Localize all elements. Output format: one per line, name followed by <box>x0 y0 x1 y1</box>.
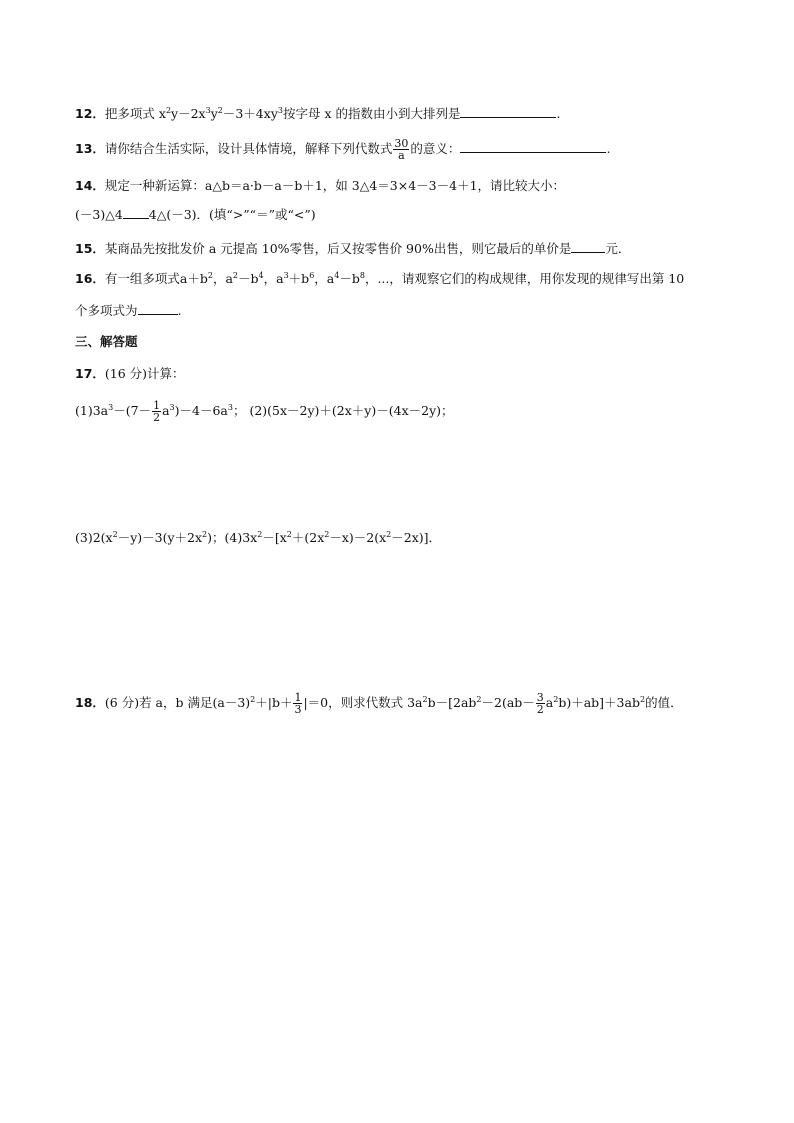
question-text: 按字母 x 的指数由小到大排列是 <box>282 106 461 121</box>
expression-text: －x)－2(x <box>329 530 387 545</box>
question-17-parts-3-4 <box>75 530 441 546</box>
expression-text: (1)3a <box>75 403 109 418</box>
exponent: 2 <box>202 530 208 539</box>
exponent: 3 <box>283 271 289 280</box>
expression-text: －2x)]． <box>391 530 442 545</box>
section-heading: 三、解答题 <box>75 334 138 349</box>
fraction <box>152 400 161 423</box>
expression-text: －y)－3(y＋2x <box>117 530 203 545</box>
answer-blank[interactable] <box>571 240 605 253</box>
question-text: ＋b <box>288 271 310 286</box>
fraction <box>293 692 302 715</box>
exponent: 2 <box>112 530 118 539</box>
answer-blank[interactable] <box>460 140 606 153</box>
exponent: 2 <box>422 695 428 704</box>
exponent: 4 <box>258 271 264 280</box>
fraction-numerator: 1 <box>153 399 161 412</box>
answer-blank[interactable] <box>460 105 556 118</box>
expression-text: )－4－6a <box>174 403 228 418</box>
question-number: 18． <box>75 695 105 710</box>
fraction-denominator: a <box>398 149 405 162</box>
question-14-line-2 <box>75 206 316 223</box>
expression-text: ＋(2x <box>291 530 325 545</box>
question-text: . <box>556 106 561 121</box>
exponent: 2 <box>257 530 263 539</box>
question-text: b－[2ab <box>427 695 477 710</box>
exponent: 8 <box>359 271 365 280</box>
question-text: ，a <box>314 271 335 286</box>
question-text: y <box>210 106 218 121</box>
question-12 <box>75 105 560 122</box>
exponent: 3 <box>205 106 211 115</box>
question-text: . <box>177 303 182 318</box>
question-text: －b <box>339 271 360 286</box>
question-18 <box>75 692 683 715</box>
question-text: －3＋4xy <box>222 106 278 121</box>
fraction-denominator: 2 <box>153 411 161 424</box>
question-text: 请你结合生活实际，设计具体情境，解释下列代数式 <box>104 141 393 156</box>
question-text: |＝0，则求代数式 3a <box>303 695 423 710</box>
exponent: 2 <box>324 530 330 539</box>
question-17 <box>75 366 185 382</box>
question-text: ，a <box>263 271 284 286</box>
fraction-numerator: 3 <box>536 691 544 704</box>
question-text: . <box>606 141 611 156</box>
question-text: 4△(－3)．(填“>”“＝”或“<”) <box>148 207 316 222</box>
expression-text: (4)3x <box>224 530 258 545</box>
fraction-denominator: 2 <box>536 703 544 716</box>
fraction-numerator: 1 <box>294 691 302 704</box>
question-text: (－3)△4 <box>75 207 123 222</box>
exponent: 2 <box>553 695 559 704</box>
expression-text: －(7－ <box>113 403 152 418</box>
question-number: 15． <box>75 241 105 256</box>
question-number: 14． <box>75 178 105 193</box>
question-13 <box>75 138 610 161</box>
question-text: 把多项式 x <box>104 106 166 121</box>
fraction <box>393 138 409 161</box>
question-16-line-2 <box>75 302 182 319</box>
exponent: 2 <box>207 271 213 280</box>
answer-blank[interactable] <box>138 302 178 315</box>
question-number: 12． <box>75 106 105 121</box>
question-text: 的意义： <box>410 141 461 156</box>
question-text: 的值． <box>645 695 683 710</box>
exponent: 2 <box>639 695 646 704</box>
question-text: y－2x <box>171 106 206 121</box>
expression-text: (2)(5x－2y)＋(2x＋y)－(4x－2y)； <box>249 403 454 418</box>
question-number: 16． <box>75 271 105 286</box>
question-number: 17． <box>75 366 105 381</box>
question-text: 规定一种新运算：a△b＝a·b－a－b＋1，如 3△4＝3×4－3－4＋1，请比较大小： <box>104 178 566 193</box>
question-text: b)＋ab]＋3ab <box>558 695 640 710</box>
exponent: 2 <box>232 271 239 280</box>
question-text: (6 分)若 a，b 满足(a－3) <box>104 695 251 710</box>
answer-blank[interactable] <box>123 206 149 219</box>
question-text: 元． <box>605 241 631 256</box>
question-text: 某商品先按批发价 a 元提高 10%零售，后又按零售价 90%出售，则它最后的单价是 <box>104 241 572 256</box>
exponent: 4 <box>334 271 340 280</box>
exponent: 2 <box>165 106 172 115</box>
exponent: 3 <box>277 106 283 115</box>
question-text: －2(ab－ <box>481 695 535 710</box>
exponent: 2 <box>386 530 392 539</box>
exponent: 2 <box>286 530 292 539</box>
fraction-denominator: 3 <box>294 703 302 716</box>
question-text: ，...，请观察它们的构成规律，用你发现的规律写出第 10 <box>364 271 685 286</box>
question-text: 个多项式为 <box>75 303 138 318</box>
fraction-numerator: 30 <box>394 137 409 150</box>
exponent: 3 <box>227 403 233 412</box>
question-14 <box>75 178 565 194</box>
expression-text: ； <box>232 403 246 418</box>
expression-text: (3)2(x <box>75 530 113 545</box>
exponent: 3 <box>169 403 175 412</box>
exponent: 2 <box>476 695 482 704</box>
question-15 <box>75 240 630 257</box>
expression-text: a <box>162 403 170 418</box>
question-17-parts-1-2 <box>75 400 454 423</box>
question-text: ，a <box>212 271 233 286</box>
expression-text: )； <box>207 530 225 545</box>
exponent: 3 <box>108 403 114 412</box>
question-16 <box>75 271 684 287</box>
expression-text: －[x <box>262 530 287 545</box>
fraction <box>536 692 545 715</box>
question-text: (16 分)计算： <box>104 366 185 381</box>
question-text: 有一组多项式a＋b <box>104 271 208 286</box>
question-text: ＋|b＋ <box>255 695 293 710</box>
exponent: 2 <box>250 695 256 704</box>
exponent: 6 <box>309 271 315 280</box>
exponent: 2 <box>217 106 223 115</box>
question-text: －b <box>238 271 259 286</box>
question-text: a <box>545 695 554 710</box>
question-number: 13． <box>75 141 105 156</box>
